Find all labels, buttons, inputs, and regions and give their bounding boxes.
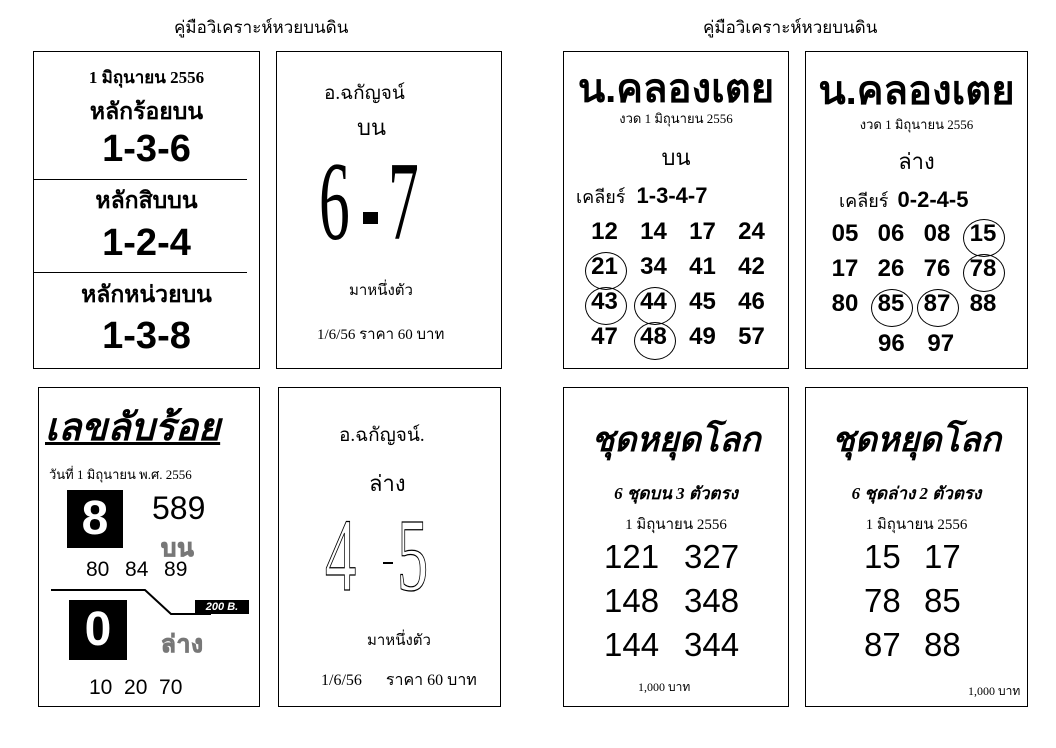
kind-label: ล่าง	[369, 471, 406, 496]
card-achan-upper	[276, 51, 502, 369]
kind-label: ล่าง	[898, 149, 935, 174]
grid-number: 05	[831, 220, 859, 247]
grid-number: 88	[969, 290, 997, 317]
grid-number-circled: 87	[914, 290, 960, 325]
kind-label: บน	[661, 145, 691, 170]
top-digit-box: 8	[67, 490, 123, 548]
card-date: 1 มิถุนายน 2556	[625, 517, 727, 533]
section-value: 1-2-4	[102, 222, 191, 264]
grid-number: 26	[877, 255, 905, 282]
grid-number: 85	[924, 582, 961, 619]
kind-label: บน	[357, 115, 387, 140]
card-achan-lower	[278, 387, 501, 707]
big-number-right: 5	[397, 498, 429, 613]
bottom-label: ล่าง	[161, 631, 204, 658]
card-title: น.คลองเตย	[818, 69, 1015, 113]
clear-label: เคลียร์	[576, 187, 626, 207]
author-name: อ.ฉกัญจน์	[324, 83, 405, 104]
card-title: ชุดหยุดโลก	[831, 421, 1002, 459]
grid-number: 17	[689, 218, 716, 245]
card-subtitle: 6 ชุดบน 3 ตัวตรง	[614, 484, 738, 503]
big-number-right: 7	[388, 140, 419, 264]
mid-numbers: 80 84 89	[86, 558, 188, 581]
big-number-left: 6	[319, 140, 350, 264]
grid-number: 144	[604, 626, 660, 663]
grid-number-circled: 48	[629, 323, 678, 358]
grid-number: 24	[738, 218, 765, 245]
grid-number: 148	[604, 582, 660, 619]
bottom-numbers: 10 20 70	[89, 676, 183, 699]
card-klongtoey-upper	[563, 51, 789, 369]
grid-number: 121	[604, 538, 660, 575]
left-header: คู่มือวิเคราะห์หวยบนดิน	[174, 18, 349, 38]
section-label: หลักสิบบน	[95, 187, 198, 213]
grid-number: 17	[924, 538, 961, 575]
top-number: 589	[152, 490, 206, 526]
card-title: เลขลับร้อย	[45, 407, 221, 449]
card-secret-hundred	[38, 387, 260, 707]
grid-number: 327	[684, 538, 740, 575]
grid-number: 344	[684, 626, 740, 663]
grid-number: 49	[689, 323, 716, 350]
top-label: บน	[161, 535, 195, 562]
grid-number: 34	[640, 253, 667, 280]
card-hundreds-upper	[33, 51, 260, 369]
grid-number: 57	[738, 323, 765, 350]
clear-line	[839, 186, 968, 215]
number-grid	[604, 538, 764, 670]
card-title: น.คลองเตย	[577, 67, 775, 111]
section-label: หลักหน่วยบน	[81, 281, 212, 307]
bottom-digit-box: 0	[69, 600, 127, 660]
card-klongtoey-lower	[805, 51, 1028, 369]
price-label: 1,000 บาท	[638, 680, 691, 694]
divider	[34, 272, 247, 273]
card-subtitle: 6 ชุดล่าง 2 ตัวตรง	[851, 484, 982, 503]
grid-number: 42	[738, 253, 765, 280]
author-name: อ.ฉกัญจน์.	[339, 425, 425, 446]
section-value: 1-3-6	[102, 128, 191, 170]
grid-number: 17	[831, 255, 859, 282]
grid-number: 97	[927, 330, 955, 357]
grid-number: 87	[864, 626, 901, 663]
grid-number: 12	[591, 218, 618, 245]
card-date: วันที่ 1 มิถุนายน พ.ศ. 2556	[49, 467, 192, 482]
grid-number: 15	[864, 538, 901, 575]
grid-number: 96	[878, 330, 905, 357]
section-value: 1-3-8	[102, 315, 191, 357]
price-label: 1,000 บาท	[968, 684, 1021, 698]
number-grid	[580, 218, 776, 358]
section-label: หลักร้อยบน	[89, 98, 204, 124]
card-date: งวด 1 มิถุนายน 2556	[619, 111, 733, 126]
grid-number-circled: 15	[960, 220, 1006, 255]
grid-number: 88	[924, 626, 961, 663]
card-date: งวด 1 มิถุนายน 2556	[859, 117, 974, 132]
grid-number: 348	[684, 582, 740, 619]
grid-number: 06	[877, 220, 905, 247]
grid-number: 80	[831, 290, 859, 317]
grid-number: 08	[923, 220, 951, 247]
card-title: ชุดหยุดโลก	[591, 421, 761, 459]
clear-value: 1-3-4-7	[636, 183, 708, 208]
grid-number-circled: 78	[960, 255, 1006, 290]
card-footer: 1/6/56 ราคา 60 บาท	[317, 327, 445, 343]
card-footer: 1/6/56 ราคา 60 บาท	[321, 672, 477, 689]
grid-number: 46	[738, 288, 765, 315]
clear-line	[576, 182, 707, 211]
card-date: 1 มิถุนายน 2556	[88, 68, 205, 87]
grid-number: 47	[591, 323, 618, 350]
note-label: มาหนึ่งตัว	[349, 283, 413, 299]
divider	[34, 179, 247, 180]
grid-number: 78	[864, 582, 901, 619]
grid-number-circled: 44	[629, 288, 678, 323]
grid-number: 45	[689, 288, 716, 315]
grid-number: 76	[923, 255, 951, 282]
clear-value: 0-2-4-5	[897, 187, 969, 212]
grid-number: 14	[640, 218, 667, 245]
number-grid	[822, 220, 1018, 325]
number-grid	[864, 538, 984, 670]
dash-mark	[383, 562, 393, 564]
clear-label: เคลียร์	[839, 191, 889, 211]
grid-number-circled: 43	[580, 288, 629, 323]
card-date: 1 มิถุนายน 2556	[865, 517, 968, 533]
price-tag: 200 B.	[195, 600, 249, 614]
grid-last-row	[878, 330, 954, 358]
right-header: คู่มือวิเคราะห์หวยบนดิน	[703, 18, 878, 38]
big-number-left: 4	[325, 498, 357, 613]
card-stop-world-lower	[805, 387, 1028, 707]
grid-number-circled: 21	[580, 253, 629, 288]
grid-number-circled: 85	[868, 290, 914, 325]
card-stop-world-upper	[563, 387, 789, 707]
note-label: มาหนึ่งตัว	[367, 633, 431, 649]
grid-number: 41	[689, 253, 716, 280]
dash-mark	[363, 212, 378, 224]
